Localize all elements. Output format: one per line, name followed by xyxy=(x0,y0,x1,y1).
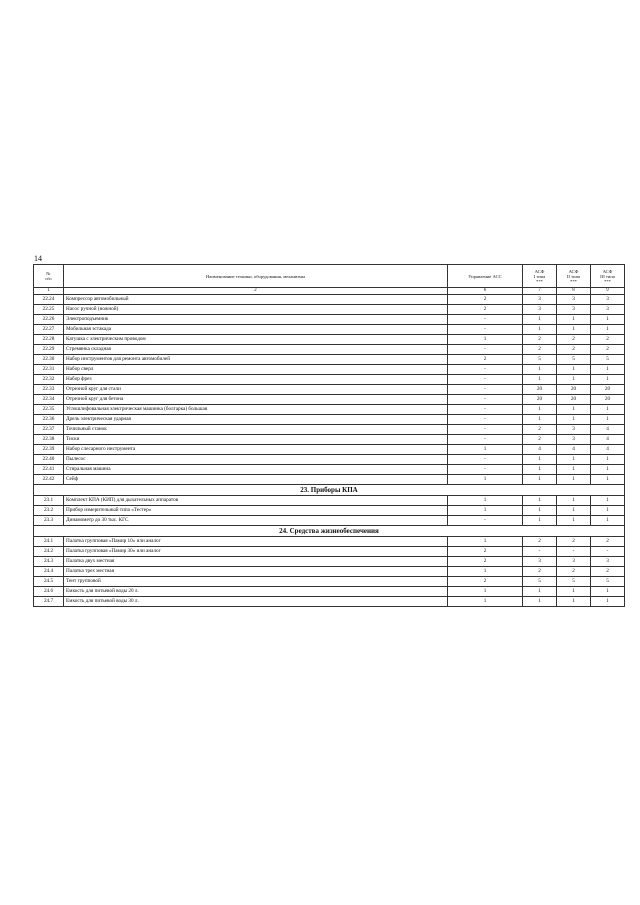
item-number: 24.3 xyxy=(34,557,64,567)
item-number: 24.4 xyxy=(34,567,64,577)
table-row xyxy=(34,305,625,315)
item-name: Электроподъемник xyxy=(64,315,448,325)
qty-type-1: 4 xyxy=(523,445,557,455)
item-number: 22.30 xyxy=(34,355,64,365)
table-row xyxy=(34,547,625,557)
qty-control: 1 xyxy=(448,567,523,577)
table-row xyxy=(34,587,625,597)
column-number: 2 xyxy=(64,288,448,295)
qty-type-2: 1 xyxy=(557,315,591,325)
qty-control: - xyxy=(448,375,523,385)
qty-type-3: 1 xyxy=(591,475,625,485)
table-row xyxy=(34,506,625,516)
qty-type-1: 1 xyxy=(523,415,557,425)
header-name: Наименование техники, оборудования, механизмы xyxy=(64,265,448,288)
qty-control: - xyxy=(448,385,523,395)
qty-control: - xyxy=(448,455,523,465)
qty-type-3: 1 xyxy=(591,516,625,526)
qty-type-3: - xyxy=(591,547,625,557)
qty-type-2: 1 xyxy=(557,597,591,607)
table-row xyxy=(34,567,625,577)
qty-type-1: 20 xyxy=(523,385,557,395)
qty-type-2: 2 xyxy=(557,537,591,547)
item-number: 22.31 xyxy=(34,365,64,375)
qty-control: 2 xyxy=(448,295,523,305)
qty-type-3: 1 xyxy=(591,315,625,325)
qty-type-2: 1 xyxy=(557,455,591,465)
qty-control: 1 xyxy=(448,597,523,607)
item-name: Пылесос xyxy=(64,455,448,465)
item-name: Катушка с электрическим проводом xyxy=(64,335,448,345)
qty-control: - xyxy=(448,325,523,335)
item-number: 22.27 xyxy=(34,325,64,335)
table-row xyxy=(34,325,625,335)
column-number: 8 xyxy=(557,288,591,295)
qty-type-1: 1 xyxy=(523,516,557,526)
qty-control: 1 xyxy=(448,537,523,547)
table-row xyxy=(34,365,625,375)
qty-control: 1 xyxy=(448,475,523,485)
section-heading-life-support: 24. Средства жизнеобеспечения xyxy=(34,526,625,537)
qty-type-2: 5 xyxy=(557,355,591,365)
item-name: Набор фрез xyxy=(64,375,448,385)
qty-type-3: 3 xyxy=(591,557,625,567)
table-row xyxy=(34,537,625,547)
qty-type-3: 1 xyxy=(591,405,625,415)
qty-type-1: 20 xyxy=(523,395,557,405)
item-name: Набор слесарного инструмента xyxy=(64,445,448,455)
qty-type-1: 1 xyxy=(523,475,557,485)
qty-type-3: 4 xyxy=(591,445,625,455)
qty-control: - xyxy=(448,345,523,355)
qty-control: - xyxy=(448,365,523,375)
qty-type-1: 2 xyxy=(523,425,557,435)
item-name: Палатка трех местная xyxy=(64,567,448,577)
item-name: Палатка групповая «Памир 10» или аналог xyxy=(64,537,448,547)
qty-type-2: 1 xyxy=(557,415,591,425)
qty-type-2: 1 xyxy=(557,365,591,375)
qty-type-3: 1 xyxy=(591,587,625,597)
column-number: 9 xyxy=(591,288,625,295)
qty-control: 2 xyxy=(448,547,523,557)
item-name: Стремянка складная xyxy=(64,345,448,355)
qty-type-2: 20 xyxy=(557,395,591,405)
qty-type-3: 5 xyxy=(591,355,625,365)
qty-control: 1 xyxy=(448,587,523,597)
item-name: Динамометр до 30 тыс. КГС xyxy=(64,516,448,526)
qty-type-3: 2 xyxy=(591,567,625,577)
qty-type-1: 1 xyxy=(523,315,557,325)
table-row xyxy=(34,385,625,395)
qty-control: - xyxy=(448,516,523,526)
qty-type-3: 2 xyxy=(591,335,625,345)
item-number: 22.38 xyxy=(34,435,64,445)
qty-type-2: 4 xyxy=(557,445,591,455)
qty-type-2: 1 xyxy=(557,405,591,415)
table-row xyxy=(34,425,625,435)
qty-control: 1 xyxy=(448,506,523,516)
qty-control: - xyxy=(448,435,523,445)
qty-type-2: 2 xyxy=(557,567,591,577)
qty-control: - xyxy=(448,315,523,325)
table-row xyxy=(34,557,625,567)
item-name: Емкость для питьевой воды 30 л. xyxy=(64,597,448,607)
qty-type-1: 2 xyxy=(523,435,557,445)
item-name: Стиральная машина xyxy=(64,465,448,475)
item-number: 24.5 xyxy=(34,577,64,587)
qty-type-3: 4 xyxy=(591,425,625,435)
qty-type-1: 3 xyxy=(523,305,557,315)
qty-type-3: 2 xyxy=(591,537,625,547)
header-type-2: АСФ II типа *** xyxy=(557,265,591,288)
qty-type-3: 1 xyxy=(591,455,625,465)
qty-type-3: 1 xyxy=(591,506,625,516)
qty-control: 2 xyxy=(448,305,523,315)
item-name: Прибор измерительный типа «Тестер» xyxy=(64,506,448,516)
equipment-table xyxy=(33,264,625,607)
item-name: Насос ручной (ножной) xyxy=(64,305,448,315)
qty-type-1: 1 xyxy=(523,455,557,465)
item-name: Емкость для питьевой воды 20 л. xyxy=(64,587,448,597)
column-number: 7 xyxy=(523,288,557,295)
qty-control: 2 xyxy=(448,577,523,587)
table-row xyxy=(34,375,625,385)
table-row xyxy=(34,415,625,425)
qty-type-1: 1 xyxy=(523,506,557,516)
qty-type-3: 1 xyxy=(591,375,625,385)
qty-type-2: 3 xyxy=(557,425,591,435)
item-name: Дрель электрическая ударная xyxy=(64,415,448,425)
qty-type-2: 3 xyxy=(557,295,591,305)
item-number: 22.26 xyxy=(34,315,64,325)
item-name: Палатка двух местная xyxy=(64,557,448,567)
header-type-1: АСФ I типа *** xyxy=(523,265,557,288)
item-number: 22.39 xyxy=(34,445,64,455)
item-number: 24.6 xyxy=(34,587,64,597)
qty-type-3: 5 xyxy=(591,577,625,587)
qty-type-1: 1 xyxy=(523,465,557,475)
table-header-row xyxy=(34,265,625,288)
item-name: Точильный станок xyxy=(64,425,448,435)
table-row xyxy=(34,516,625,526)
qty-control: - xyxy=(448,465,523,475)
item-number: 22.35 xyxy=(34,405,64,415)
table-row xyxy=(34,577,625,587)
item-name: Углошлифовальная электрическая машинка (болгарка) большая xyxy=(64,405,448,415)
item-number: 22.32 xyxy=(34,375,64,385)
qty-control: 2 xyxy=(448,557,523,567)
item-number: 22.29 xyxy=(34,345,64,355)
qty-control: - xyxy=(448,405,523,415)
item-number: 22.28 xyxy=(34,335,64,345)
qty-type-3: 20 xyxy=(591,385,625,395)
item-name: Набор инструментов для ремонта автомобилей xyxy=(64,355,448,365)
qty-type-2: 1 xyxy=(557,465,591,475)
qty-type-3: 1 xyxy=(591,325,625,335)
table-row xyxy=(34,435,625,445)
table-row xyxy=(34,335,625,345)
item-number: 23.3 xyxy=(34,516,64,526)
section-heading-row xyxy=(34,485,625,496)
table-row xyxy=(34,455,625,465)
qty-type-1: 2 xyxy=(523,537,557,547)
item-number: 22.34 xyxy=(34,395,64,405)
qty-type-3: 1 xyxy=(591,365,625,375)
qty-type-3: 4 xyxy=(591,435,625,445)
qty-type-3: 3 xyxy=(591,295,625,305)
column-number-row xyxy=(34,288,625,295)
section-heading-row xyxy=(34,526,625,537)
table-row xyxy=(34,315,625,325)
item-number: 23.1 xyxy=(34,496,64,506)
item-number: 22.40 xyxy=(34,455,64,465)
qty-type-1: 1 xyxy=(523,325,557,335)
qty-type-1: 1 xyxy=(523,365,557,375)
item-name: Отрезной круг для стали xyxy=(64,385,448,395)
table-row xyxy=(34,355,625,365)
column-number: 1 xyxy=(34,288,64,295)
qty-type-3: 3 xyxy=(591,305,625,315)
item-number: 22.25 xyxy=(34,305,64,315)
qty-type-2: 1 xyxy=(557,475,591,485)
item-name: Сейф xyxy=(64,475,448,485)
item-number: 22.42 xyxy=(34,475,64,485)
qty-type-2: 20 xyxy=(557,385,591,395)
qty-type-2: 1 xyxy=(557,587,591,597)
item-number: 22.36 xyxy=(34,415,64,425)
qty-type-1: 3 xyxy=(523,295,557,305)
qty-type-2: - xyxy=(557,547,591,557)
item-number: 22.24 xyxy=(34,295,64,305)
qty-type-2: 3 xyxy=(557,305,591,315)
item-name: Комплект КПА (КИП) для дыхательных аппаратов xyxy=(64,496,448,506)
page-number: 14 xyxy=(34,254,42,263)
qty-control: 1 xyxy=(448,335,523,345)
qty-control: - xyxy=(448,425,523,435)
qty-control: 1 xyxy=(448,445,523,455)
column-number: 6 xyxy=(448,288,523,295)
item-number: 24.1 xyxy=(34,537,64,547)
table-row xyxy=(34,496,625,506)
table-row xyxy=(34,405,625,415)
qty-type-1: 5 xyxy=(523,355,557,365)
item-name: Набор сверл xyxy=(64,365,448,375)
table-row xyxy=(34,345,625,355)
item-name: Тент групповой xyxy=(64,577,448,587)
item-number: 24.7 xyxy=(34,597,64,607)
table-row xyxy=(34,597,625,607)
qty-type-2: 1 xyxy=(557,506,591,516)
item-number: 24.2 xyxy=(34,547,64,557)
qty-type-2: 1 xyxy=(557,496,591,506)
qty-control: 1 xyxy=(448,496,523,506)
item-number: 22.37 xyxy=(34,425,64,435)
qty-type-3: 2 xyxy=(591,345,625,355)
qty-type-2: 3 xyxy=(557,435,591,445)
table-row xyxy=(34,395,625,405)
item-name: Отрезной круг для бетона xyxy=(64,395,448,405)
qty-type-3: 20 xyxy=(591,395,625,405)
qty-type-2: 5 xyxy=(557,577,591,587)
table-row xyxy=(34,445,625,455)
qty-type-1: 1 xyxy=(523,405,557,415)
qty-type-1: 1 xyxy=(523,597,557,607)
qty-control: - xyxy=(448,415,523,425)
qty-type-1: 2 xyxy=(523,345,557,355)
table-row xyxy=(34,475,625,485)
table-row xyxy=(34,295,625,305)
qty-type-3: 1 xyxy=(591,465,625,475)
qty-type-2: 1 xyxy=(557,325,591,335)
qty-type-1: 1 xyxy=(523,587,557,597)
qty-type-2: 1 xyxy=(557,516,591,526)
qty-control: 2 xyxy=(448,355,523,365)
qty-type-2: 2 xyxy=(557,335,591,345)
item-number: 23.2 xyxy=(34,506,64,516)
qty-type-1: 1 xyxy=(523,375,557,385)
qty-type-1: 5 xyxy=(523,577,557,587)
item-name: Палатка групповая «Памир 30» или аналог xyxy=(64,547,448,557)
item-name: Мобильная эстакада xyxy=(64,325,448,335)
qty-type-1: 2 xyxy=(523,567,557,577)
item-name: Тиски xyxy=(64,435,448,445)
table-row xyxy=(34,465,625,475)
header-control: Управление АСС xyxy=(448,265,523,288)
qty-type-2: 3 xyxy=(557,557,591,567)
qty-type-3: 1 xyxy=(591,597,625,607)
header-type-3: АСФ III типа *** xyxy=(591,265,625,288)
qty-control: - xyxy=(448,395,523,405)
qty-type-1: 1 xyxy=(523,496,557,506)
header-number: № п/п xyxy=(34,265,64,288)
qty-type-2: 2 xyxy=(557,345,591,355)
qty-type-1: 3 xyxy=(523,557,557,567)
qty-type-3: 1 xyxy=(591,496,625,506)
qty-type-1: - xyxy=(523,547,557,557)
section-heading-instruments: 23. Приборы КПА xyxy=(34,485,625,496)
qty-type-2: 1 xyxy=(557,375,591,385)
item-name: Компрессор автомобильный xyxy=(64,295,448,305)
qty-type-1: 2 xyxy=(523,335,557,345)
item-number: 22.33 xyxy=(34,385,64,395)
item-number: 22.41 xyxy=(34,465,64,475)
qty-type-3: 1 xyxy=(591,415,625,425)
